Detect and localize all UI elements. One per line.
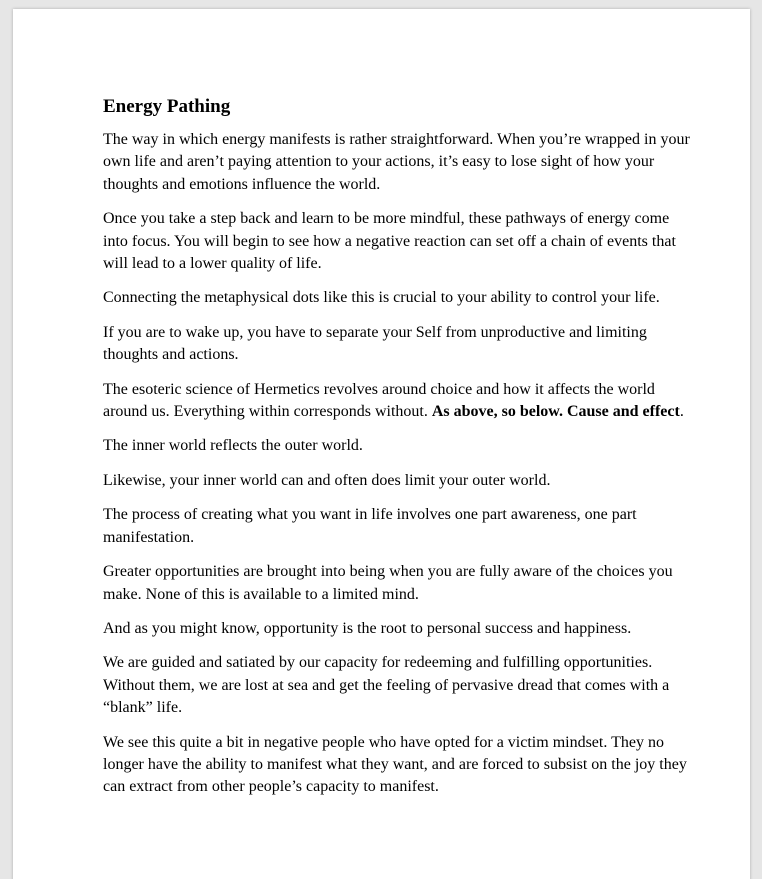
paragraph-1: The way in which energy manifests is rather straightforward. When you’re wrapped in your own life and aren’t paying attention to your actions, it’s easy to lose sight of how your thoughts and emotions influence the world. bbox=[103, 131, 690, 193]
paragraph-7: Likewise, your inner world can and often does limit your outer world. bbox=[103, 471, 551, 489]
page-content bbox=[103, 95, 693, 811]
paragraph-12: We see this quite a bit in negative people who have opted for a victim mindset. They no longer have the ability to manifest what they want, and are forced to subsist on the joy they can extract from other people’s capacity to manifest. bbox=[103, 733, 687, 796]
paragraph-6: The inner world reflects the outer world. bbox=[103, 437, 363, 455]
paragraph-8: The process of creating what you want in life involves one part awareness, one part manifestation. bbox=[103, 506, 637, 546]
section-heading: Energy Pathing bbox=[103, 96, 231, 117]
paragraph-2: Once you take a step back and learn to be more mindful, these pathways of energy come into focus. You will begin to see how a negative reaction can set off a chain of events that will lead to a lower quality of life. bbox=[103, 210, 676, 273]
paragraph-9: Greater opportunities are brought into being when you are fully aware of the choices you make. None of this is available to a limited mind. bbox=[103, 563, 673, 603]
paragraph-hermetics bbox=[103, 379, 693, 424]
hermetics-end: . bbox=[679, 403, 684, 421]
hermetics-bold-2: Cause and effect bbox=[566, 403, 680, 421]
hermetics-bold-1: As above, so below. bbox=[431, 403, 563, 421]
paragraph-4: If you are to wake up, you have to separate your Self from unproductive and limiting thoughts and actions. bbox=[103, 323, 647, 364]
paragraph-3: Connecting the metaphysical dots like this is crucial to your ability to control your life. bbox=[103, 289, 660, 307]
paragraph-10: And as you might know, opportunity is the root to personal success and happiness. bbox=[103, 619, 632, 637]
paragraph-11: We are guided and satiated by our capacity for redeeming and fulfilling opportunities. Without them, we are lost at sea and get the feeling of pervasive dread that comes with a “blank” life. bbox=[103, 654, 670, 717]
hermetics-text: The esoteric science of Hermetics revolves around choice and how it affects the world around us. Everything within corresponds without. bbox=[103, 380, 655, 421]
document-page[interactable] bbox=[13, 9, 750, 879]
